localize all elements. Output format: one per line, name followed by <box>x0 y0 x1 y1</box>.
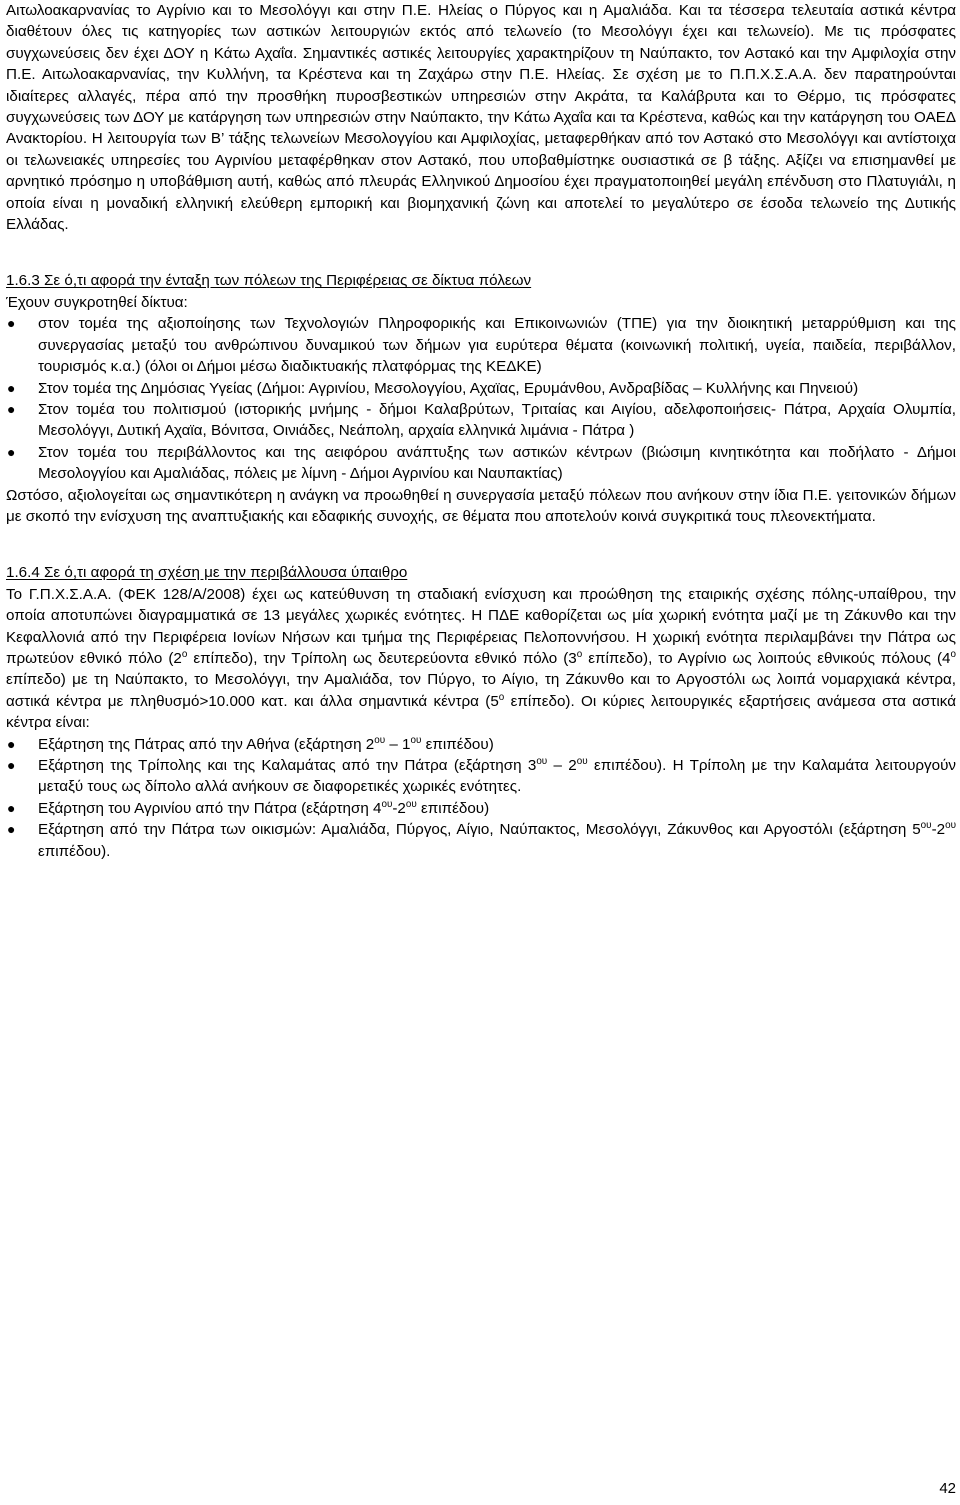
bullet-icon: ● <box>7 315 16 332</box>
bullet-icon: ● <box>7 757 16 773</box>
bullet-icon: ● <box>7 821 16 838</box>
paragraph-cooperation: Ωστόσο, αξιολογείται ως σημαντικότερη η ανάγκη να προωθηθεί η συνεργασία μεταξύ πόλεων που ανήκουν στην ίδια Π.Ε. γειτονικών δήμων με σκοπό την ενίσχυση της αναπτυξιακής και εδαφικής συνοχής, σε θέματα που αποτελούν κοινά συγκριτικά τους πλεονεκτήματα. <box>6 486 956 525</box>
section-intro: Έχουν συγκροτηθεί δίκτυα: <box>6 293 188 311</box>
bullet-icon: ● <box>7 400 16 417</box>
bullet-icon: ● <box>7 443 16 460</box>
list-item: ● Στον τομέα του περιβάλλοντος και της αειφόρου ανάπτυξης των αστικών κέντρων (βιώσιμη κινητικότητα και ποδήλατο - Δήμοι Μεσολογγίου και Αμαλιάδας, πόλεις με λίμνη - Δήμοι Αγρινίου και Ναυπακτίας) <box>7 443 956 483</box>
networks-list <box>6 313 956 484</box>
list-item: ● Εξάρτηση της Πάτρας από την Αθήνα (εξάρτηση $2^{o\upsilon} - 1^{o\upsilon}$ επιπέδου) <box>6 734 956 755</box>
spacer <box>6 527 956 548</box>
page-content <box>6 0 956 862</box>
list-item: ● στον τομέα της αξιοποίησης των Τεχνολογιών Πληροφορικής και Επικοινωνιών (ΤΠΕ) για την διοικητική μεταρρύθμιση και της συνεργασίας μεταξύ του ανθρώπινου δυναμικού των δήμων για ευρύτερα θέματα (κοινωνική πολιτική, υγεία, παιδεία, περιβάλλον, τουρισμός κ.α.) (όλοι οι Δήμοι μέσω διαδικτυακής πλατφόρμας της ΚΕΔΚΕ) <box>7 315 956 376</box>
list-item: ● Εξάρτηση από την Πάτρα των οικισμών: Αμαλιάδα, Πύργος, Αίγιο, Ναύπακτος, Μεσολόγγι, Ζάκυνθος και Αργοστόλι (εξάρτηση $5^{o\upsilon}-2^{o\upsilon}$ επιπέδου). <box>7 820 956 860</box>
bullet-icon: ● <box>7 799 16 816</box>
page-number: 42 <box>939 1480 956 1497</box>
list-item: ● Εξάρτηση του Αγρινίου από την Πάτρα (εξάρτηση $4^{o\upsilon}-2^{o\upsilon}$ επιπέδου) <box>6 798 956 819</box>
section-heading-1-6-3: 1.6.3 Σε ό,τι αφορά την ένταξη των πόλεων της Περιφέρειας σε δίκτυα πόλεων <box>6 272 532 290</box>
bullet-icon: ● <box>7 735 16 752</box>
list-item: ● Στον τομέα της Δημόσιας Υγείας (Δήμοι: Αγρινίου, Μεσολογγίου, Αχαϊας, Ερυμάνθου, Ανδραβίδας – Κυλλήνης και Πηνειού) <box>6 378 956 399</box>
dependencies-list <box>6 734 956 862</box>
list-item: ● Εξάρτηση της Τρίπολης και της Καλαμάτας από την Πάτρα (εξάρτηση $3^{o\upsilon} - 2^{o\upsilon}$ επιπέδου). Η Τρίπολη με την Καλαμάτα λειτουργούν μεταξύ τους ως δίπολο αλλά ανήκουν σε διαφορετικές χωρικές ενότητες. <box>7 755 956 796</box>
section-heading-1-6-4: 1.6.4 Σε ό,τι αφορά τη σχέση με την περιβάλλουσα ύπαιθρο <box>6 564 408 582</box>
paragraph-urban-functions: Αιτωλοακαρνανίας το Αγρίνιο και το Μεσολόγγι και στην Π.Ε. Ηλείας ο Πύργος και η Αμαλιάδα. Και τα τέσσερα τελευταία αστικά κέντρα διαθέτουν όλες τις κατηγορίες των αστικών λειτουργιών εκτός από τελωνείο (το Μεσολόγγι έχει και τελωνείο). Με τις πρόσφατες συγχωνεύσεις δεν έχει ΔΟΥ η Κάτω Αχαΐα. Σημαντικές αστικές λειτουργίες χαρακτηρίζουν τη Ναύπακτο, τον Αστακό και την Αμφιλοχία στην Π.Ε. Αιτωλοακαρνανίας, την Κυλλήνη, τα Κρέστενα και τη Ζαχάρω στην Π.Ε. Ηλείας. Σε σχέση με το Π.Π.Χ.Σ.Α.Α. δεν παρατηρούνται ιδιαίτερες αλλαγές, πέρα από την προσθήκη πυροσβεστικών υπηρεσιών στην Ακράτα, τα Καλάβρυτα και το Θέρμο, τις πρόσφατες συγχωνεύσεις των ΔΟΥ με κατάργηση των υπηρεσιών στην Ναύπακτο, την Κάτω Αχαΐα και τα Κρέστενα, καθώς και την κατάργηση του ΟΑΕΔ Ανακτορίου. Η λειτουργία των Β’ τάξης τελωνείων Μεσολογγίου και Αμφιλοχίας, μεταφερθήκαν από τον Αστακό στο Μεσολόγγι και αντίστοιχα οι τελωνειακές υπηρεσίες του Αγρινίου μεταφέρθηκαν στον Αστακό, που υποβαθμίστηκε ουσιαστικά σε β τάξης. Αξίζει να επισημανθεί με αρνητικό πρόσημο η υποβάθμιση αυτή, καθώς από πλευράς Ελληνικού Δημοσίου έχει πραγματοποιηθεί μεγάλη επένδυση στο Πλατυγιάλι, η οποία είναι η μοναδική ελληνική ελεύθερη εμπορική και βιομηχανική ζώνη και αποτελεί το μεγαλύτερο σε έσοδα τελωνείο της Δυτικής Ελλάδας. <box>6 2 956 234</box>
spacer <box>6 235 956 256</box>
list-item: ● Στον τομέα του πολιτισμού (ιστορικής μνήμης - δήμοι Καλαβρύτων, Τριταίας και Αιγίου, αδελφοποιήσεις- Πάτρα, Αρχαία Ολυμπία, Μεσολόγγι, Δυτική Αχαϊα, Βόνιτσα, Οινιάδες, Νεάπολη, αρχαία ελληνικά λιμάνια - Πάτρα ) <box>7 400 956 440</box>
bullet-icon: ● <box>7 379 16 396</box>
paragraph-urban-rural: Το Γ.Π.Χ.Σ.Α.Α. (ΦΕΚ 128/Α/2008) έχει ως κατεύθυνση τη σταδιακή ενίσχυση και προώθηση της εταιρικής σχέσης πόλης-υπαίθρου, την οποία αποτυπώνει διαγραμματικά σε 13 μεγάλες χωρικές ενότητες. Η ΠΔΕ καθορίζεται ως μία χωρική ενότητα μαζί με τη Ζάκυνθο και την Κεφαλλονιά από την Περιφέρεια Ιονίων Νήσων και τμήμα της Περιφέρειας Πελοποννήσου. Η χωρική ενότητα περιλαμβάνει την Πάτρα ως πρωτεύον εθνικό πόλο ($2^o$ επίπεδο), την Τρίπολη ως δευτερεύοντα εθνικό πόλο ($3^o$ επίπεδο), το Αγρίνιο ως λοιπούς εθνικούς πόλους ($4^o$ επίπεδο) με τη Ναύπακτο, το Μεσολόγγι, την Αμαλιάδα, τον Πύργο, το Αίγιο, τη Ζάκυνθο και το Αργοστόλι ως λοιπά νομαρχιακά κέντρα, αστικά κέντρα με πληθυσμό>10.000 κατ. και άλλα σημαντικά κέντρα ($5^o$ επίπεδο). Οι κύριες λειτουργικές εξαρτήσεις ανάμεσα στα αστικά κέντρα είναι: <box>6 585 956 732</box>
